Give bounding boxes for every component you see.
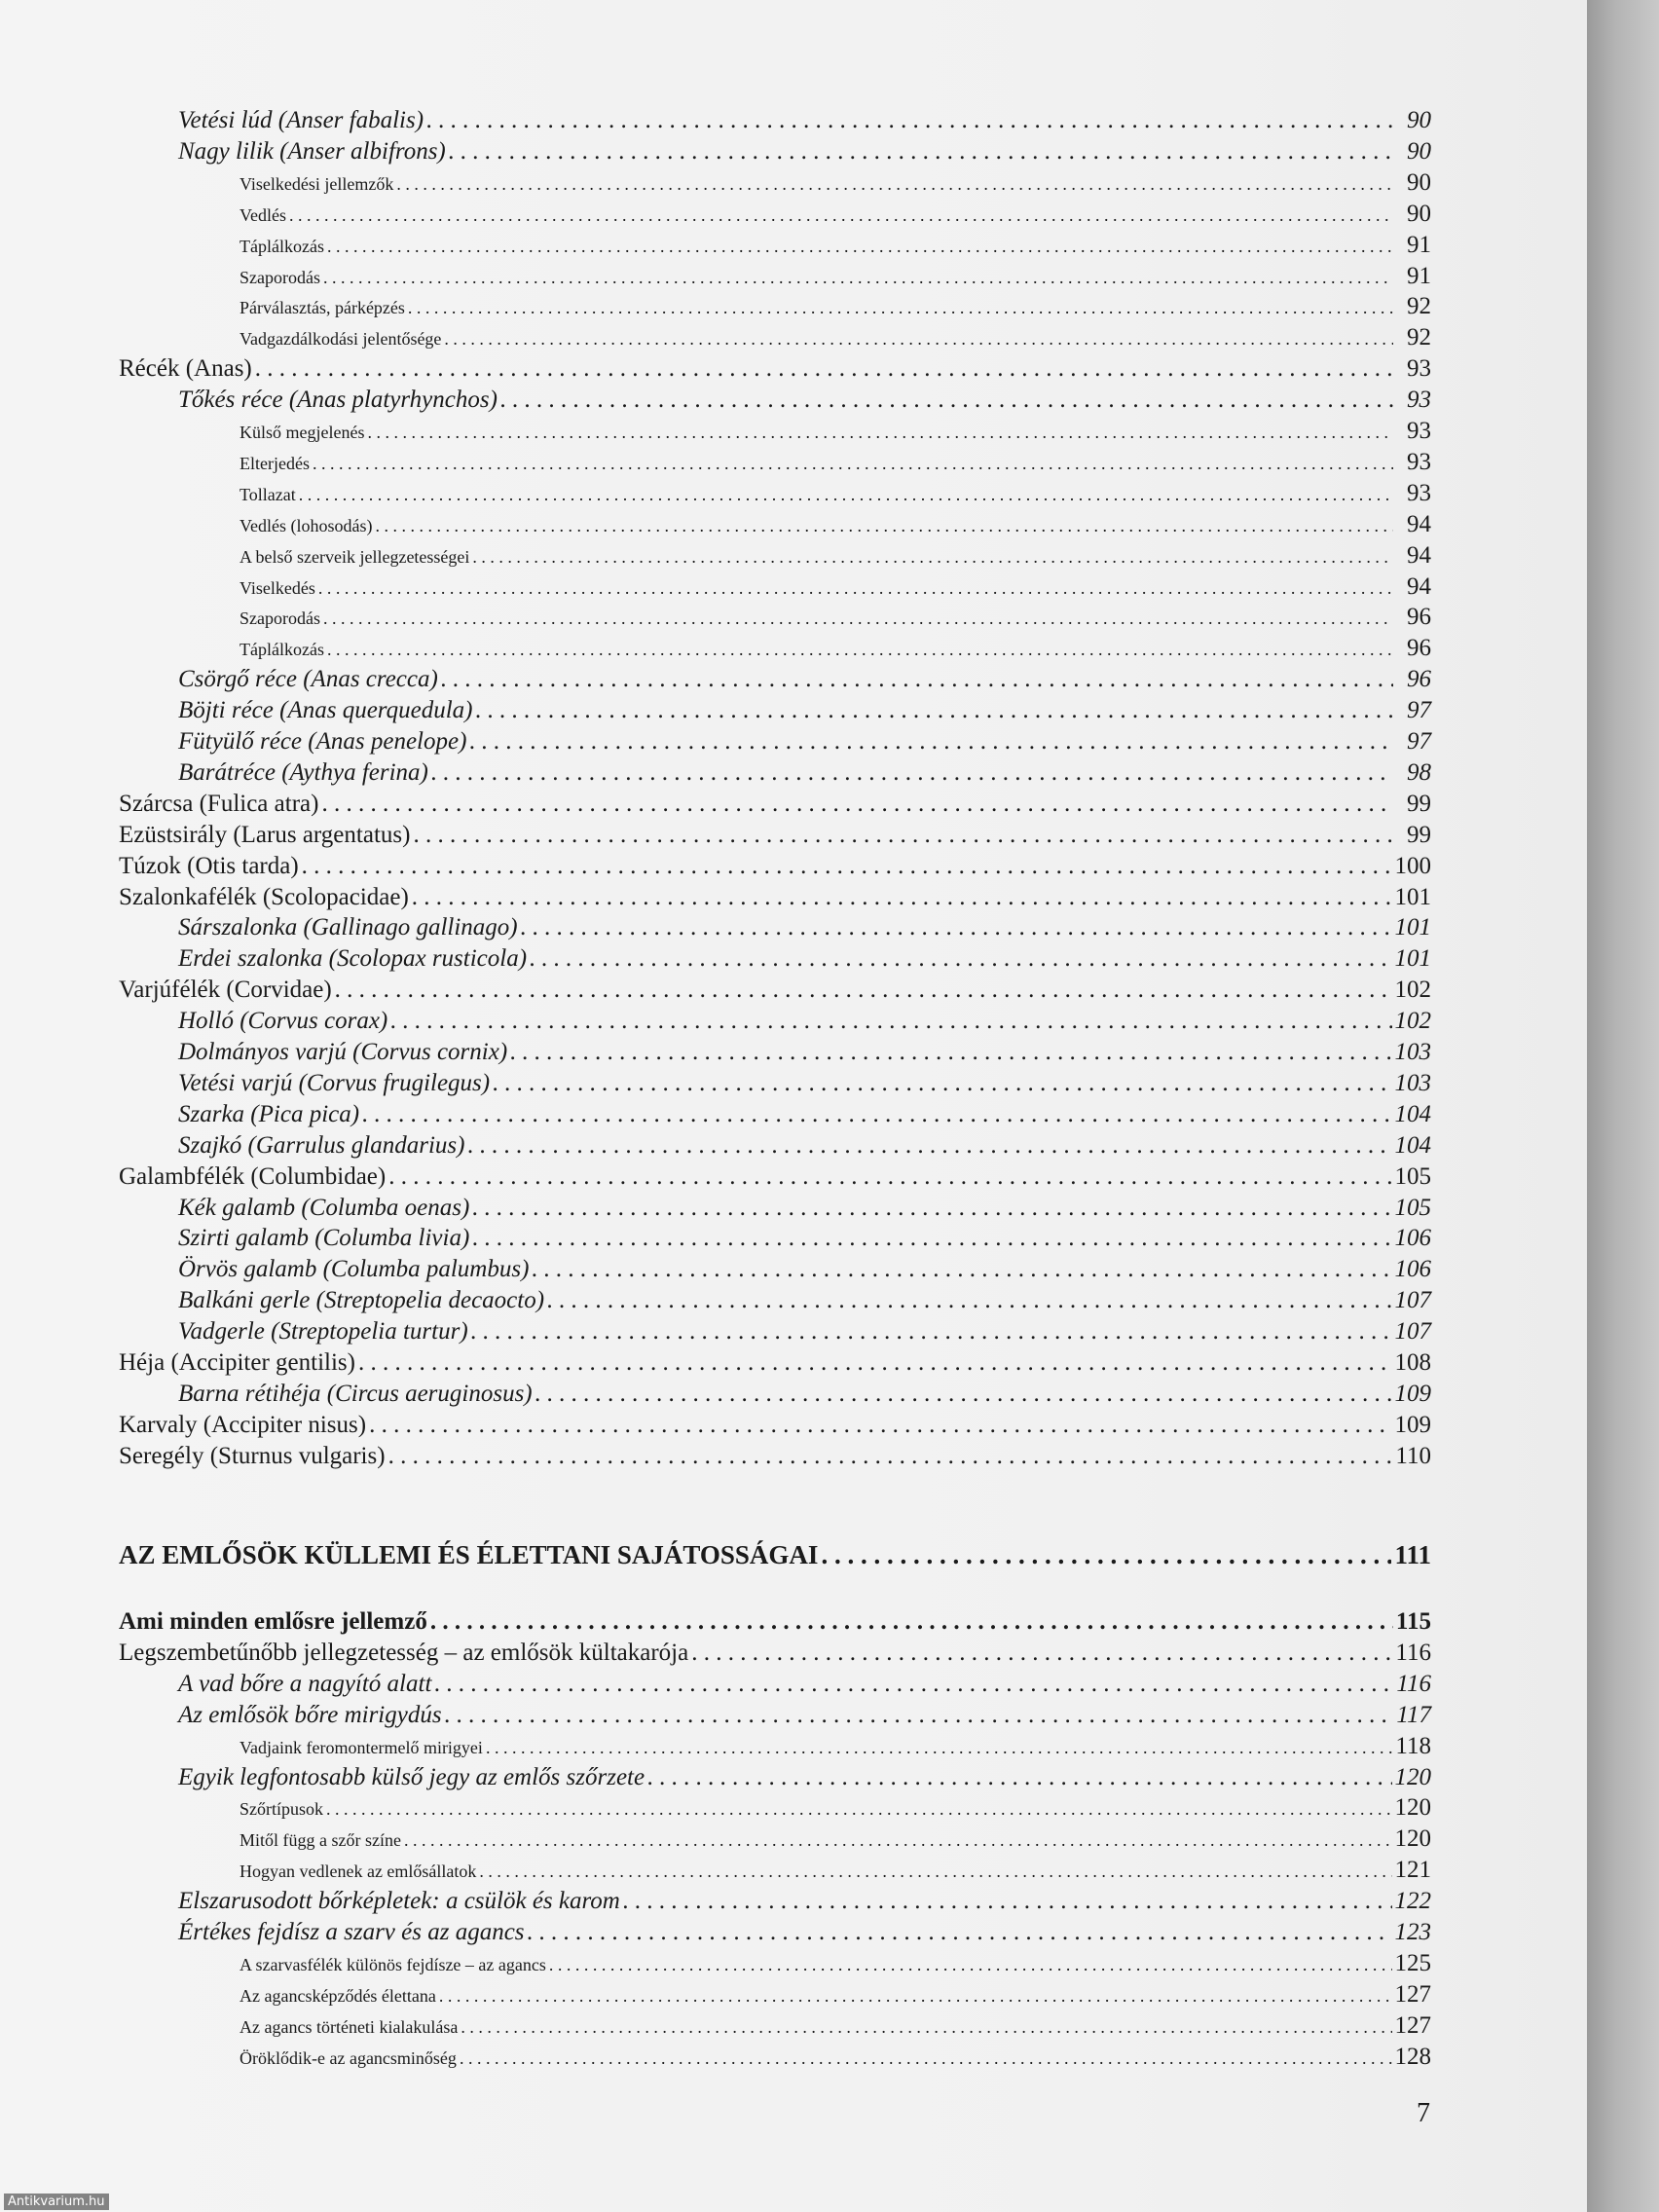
toc-entry-page: 93 bbox=[1407, 449, 1431, 475]
toc-entry bbox=[119, 822, 1431, 849]
toc-entry bbox=[240, 232, 1431, 259]
watermark: Antikvarium.hu bbox=[4, 2194, 109, 2210]
toc-entry bbox=[240, 2044, 1431, 2071]
toc-entry-page: 128 bbox=[1394, 2044, 1431, 2070]
dot-leader bbox=[255, 355, 1393, 383]
toc-entry bbox=[178, 1381, 1431, 1408]
dot-leader bbox=[479, 1862, 1391, 1882]
dot-leader bbox=[449, 138, 1393, 166]
toc-entry-title: Ami minden emlősre jellemző bbox=[119, 1608, 427, 1635]
toc-entry-page: 90 bbox=[1407, 201, 1431, 227]
toc-entry-page: 118 bbox=[1395, 1733, 1431, 1759]
toc-entry-page: 103 bbox=[1394, 1039, 1431, 1065]
dot-leader bbox=[413, 822, 1393, 849]
dot-leader bbox=[647, 1764, 1391, 1791]
toc-entry-title: Sárszalonka (Gallinago gallinago) bbox=[178, 914, 518, 940]
toc-entry-page: 103 bbox=[1394, 1070, 1431, 1096]
toc-entry-title: Vetési varjú (Corvus frugilegus) bbox=[178, 1070, 491, 1096]
toc-entry bbox=[178, 1039, 1431, 1066]
dot-leader bbox=[431, 759, 1393, 787]
toc-entry-title: Külső megjelenés bbox=[240, 423, 365, 442]
toc-entry-page: 90 bbox=[1407, 169, 1431, 196]
toc-entry-page: 99 bbox=[1407, 791, 1431, 817]
toc-entry bbox=[240, 1825, 1431, 1853]
toc-entry-title: Dolmányos varjú (Corvus cornix) bbox=[178, 1039, 508, 1065]
toc-entry-page: 98 bbox=[1407, 759, 1431, 786]
toc-entry-page: 107 bbox=[1394, 1318, 1431, 1345]
toc-entry-title: Öröklődik-e az agancsminőség bbox=[240, 2048, 457, 2068]
toc-entry-page: 94 bbox=[1407, 542, 1431, 569]
dot-leader bbox=[358, 1349, 1392, 1377]
toc-entry bbox=[178, 945, 1431, 973]
toc-entry bbox=[119, 1640, 1431, 1667]
toc-entry-title: Elszarusodott bőrképletek: a csülök és karom bbox=[178, 1888, 620, 1914]
toc-entry-title: A szarvasfélék különös fejdísze – az agancs bbox=[240, 1955, 546, 1974]
dot-leader bbox=[530, 945, 1391, 973]
toc-entry-title: Vedlés bbox=[240, 205, 286, 225]
toc-entry-title: A vad bőre a nagyító alatt bbox=[178, 1671, 432, 1697]
toc-entry-page: 106 bbox=[1394, 1225, 1431, 1251]
toc-entry bbox=[240, 511, 1431, 538]
dot-leader bbox=[510, 1039, 1391, 1066]
dot-leader bbox=[691, 1640, 1392, 1667]
dot-leader bbox=[335, 977, 1392, 1004]
toc-entry-title: Szirti galamb (Columba livia) bbox=[178, 1225, 470, 1251]
toc-entry-page: 127 bbox=[1394, 1981, 1431, 2008]
toc-entry-title: Balkáni gerle (Streptopelia decaocto) bbox=[178, 1287, 545, 1313]
toc-entry bbox=[240, 449, 1431, 476]
toc-entry bbox=[178, 1764, 1431, 1791]
toc-entry bbox=[240, 293, 1431, 320]
dot-leader bbox=[471, 1318, 1392, 1346]
dot-leader bbox=[408, 298, 1393, 318]
toc-entry-title: Kék galamb (Columba oenas) bbox=[178, 1195, 470, 1221]
toc-entry bbox=[240, 573, 1431, 601]
toc-entry bbox=[178, 1702, 1431, 1729]
toc-entry-page: 93 bbox=[1407, 387, 1431, 413]
toc-entry-title: Varjúfélék (Corvidae) bbox=[119, 977, 332, 1003]
dot-leader bbox=[532, 1256, 1391, 1283]
toc-entry bbox=[178, 759, 1431, 787]
toc-entry bbox=[178, 1919, 1431, 1946]
dot-leader bbox=[445, 1702, 1393, 1729]
dot-leader bbox=[469, 728, 1393, 756]
dot-leader bbox=[404, 1830, 1392, 1851]
toc-entry-title: Szaporodás bbox=[240, 608, 320, 628]
toc-entry bbox=[240, 169, 1431, 197]
toc-entry bbox=[178, 1008, 1431, 1035]
toc-entry-title: Mitől függ a szőr színe bbox=[240, 1830, 401, 1850]
toc-entry-page: 120 bbox=[1394, 1794, 1431, 1821]
page-number: 7 bbox=[1417, 2098, 1430, 2128]
toc-entry bbox=[119, 355, 1431, 383]
toc-entry-title: Barna rétihéja (Circus aeruginosus) bbox=[178, 1381, 533, 1407]
dot-leader bbox=[289, 205, 1393, 226]
toc-entry bbox=[240, 480, 1431, 507]
toc-entry-page: 94 bbox=[1407, 511, 1431, 537]
toc-entry-page: 91 bbox=[1407, 232, 1431, 258]
toc-entry bbox=[178, 914, 1431, 941]
toc-entry-page: 96 bbox=[1407, 635, 1431, 661]
toc-entry-page: 93 bbox=[1407, 418, 1431, 444]
toc-entry-title: Vadgazdálkodási jelentősége bbox=[240, 329, 442, 349]
toc-entry-page: 101 bbox=[1394, 884, 1431, 910]
toc-entry-title: Viselkedési jellemzők bbox=[240, 174, 394, 194]
toc-entry-page: 109 bbox=[1394, 1412, 1431, 1438]
toc-entry-title: Szajkó (Garrulus glandarius) bbox=[178, 1132, 465, 1159]
dot-leader bbox=[412, 884, 1392, 911]
toc-entry-page: 92 bbox=[1407, 324, 1431, 350]
toc-entry-title: Barátréce (Aythya ferina) bbox=[178, 759, 428, 786]
page-edge-shadow bbox=[1587, 0, 1659, 2212]
toc-entry-page: 122 bbox=[1394, 1888, 1431, 1914]
toc-entry-title: Szalonkafélék (Scolopacidae) bbox=[119, 884, 409, 910]
toc-entry-title: Túzok (Otis tarda) bbox=[119, 853, 299, 879]
toc-entry bbox=[178, 728, 1431, 756]
dot-leader bbox=[434, 1671, 1393, 1698]
toc-entry-page: 117 bbox=[1396, 1702, 1431, 1728]
toc-entry-title: Tőkés réce (Anas platyrhynchos) bbox=[178, 387, 498, 413]
dot-leader bbox=[441, 666, 1393, 693]
dot-leader bbox=[444, 329, 1393, 350]
toc-entry-page: 110 bbox=[1395, 1443, 1431, 1469]
toc-entry-title: Böjti réce (Anas querquedula) bbox=[178, 697, 473, 723]
toc-entry-page: 125 bbox=[1394, 1950, 1431, 1976]
dot-leader bbox=[302, 853, 1392, 880]
toc-entry-title: Tollazat bbox=[240, 485, 296, 504]
toc-entry-title: Legszembetűnőbb jellegzetesség – az emlősök kültakarója bbox=[119, 1640, 689, 1666]
toc-entry-page: 97 bbox=[1407, 697, 1431, 723]
dot-leader bbox=[369, 1412, 1391, 1439]
toc-entry-title: Holló (Corvus corax) bbox=[178, 1008, 388, 1034]
dot-leader bbox=[323, 268, 1393, 288]
dot-leader bbox=[623, 1888, 1392, 1915]
dot-leader bbox=[439, 1986, 1392, 2007]
toc-entry bbox=[240, 542, 1431, 570]
dot-leader bbox=[472, 547, 1393, 568]
toc-entry-title: Erdei szalonka (Scolopax rusticola) bbox=[178, 945, 528, 972]
toc-entry-page: 120 bbox=[1394, 1764, 1431, 1790]
toc-entry bbox=[240, 635, 1431, 662]
dot-leader bbox=[547, 1287, 1391, 1314]
dot-leader bbox=[318, 578, 1393, 599]
toc-entry-page: 101 bbox=[1394, 945, 1431, 972]
toc-entry bbox=[119, 977, 1431, 1004]
toc-entry-page: 127 bbox=[1394, 2012, 1431, 2039]
toc-entry-page: 104 bbox=[1394, 1101, 1431, 1127]
toc-entry-page: 120 bbox=[1394, 1825, 1431, 1852]
toc-entry bbox=[119, 791, 1431, 818]
toc-entry-page: 96 bbox=[1407, 604, 1431, 630]
toc-entry-page: 107 bbox=[1394, 1287, 1431, 1313]
toc-entry bbox=[119, 853, 1431, 880]
toc-entry-title: Szarka (Pica pica) bbox=[178, 1101, 360, 1127]
dot-leader bbox=[327, 237, 1393, 257]
toc-entry-title: Az emlősök bőre mirigydús bbox=[178, 1702, 442, 1728]
toc-entry-title: A belső szerveik jellegzetességei bbox=[240, 547, 470, 567]
toc-entry-page: 116 bbox=[1396, 1671, 1431, 1697]
toc-entry-title: Szárcsa (Fulica atra) bbox=[119, 791, 319, 817]
toc-entry bbox=[240, 1794, 1431, 1822]
dot-leader bbox=[390, 1008, 1391, 1035]
dot-leader bbox=[460, 2048, 1392, 2069]
toc-entry bbox=[119, 1412, 1431, 1439]
dot-leader bbox=[472, 1195, 1391, 1222]
toc-entry-page: 109 bbox=[1394, 1381, 1431, 1407]
dot-leader bbox=[299, 485, 1393, 505]
toc-entry-title: Galambfélék (Columbidae) bbox=[119, 1163, 387, 1190]
toc-entry-page: 101 bbox=[1394, 914, 1431, 940]
toc-entry-title: Héja (Accipiter gentilis) bbox=[119, 1349, 355, 1376]
toc-entry-title: Párválasztás, párképzés bbox=[240, 298, 405, 317]
toc-entry bbox=[178, 1225, 1431, 1252]
toc-entry-page: 90 bbox=[1407, 138, 1431, 165]
dot-leader bbox=[426, 107, 1393, 134]
dot-leader bbox=[493, 1070, 1391, 1097]
toc-entry bbox=[119, 1163, 1431, 1191]
toc-entry-title: Értékes fejdísz a szarv és az agancs bbox=[178, 1919, 525, 1945]
toc-entry-page: 99 bbox=[1407, 822, 1431, 848]
toc-entry bbox=[240, 201, 1431, 228]
toc-entry-title: Fütyülő réce (Anas penelope) bbox=[178, 728, 467, 755]
dot-leader bbox=[549, 1955, 1392, 1975]
toc-entry-title: Karvaly (Accipiter nisus) bbox=[119, 1412, 367, 1438]
toc-entry-title: Az agancs történeti kialakulása bbox=[240, 2017, 459, 2037]
toc-entry-title: Vedlés (lohosodás) bbox=[240, 516, 373, 535]
dot-leader bbox=[535, 1381, 1392, 1408]
toc-entry bbox=[119, 884, 1431, 911]
dot-leader bbox=[321, 791, 1393, 818]
toc-entry-page: 106 bbox=[1394, 1256, 1431, 1282]
toc-entry-title: Szőrtípusok bbox=[240, 1799, 324, 1819]
dot-leader bbox=[375, 516, 1393, 536]
toc-entry-page: 111 bbox=[1394, 1540, 1431, 1569]
dot-leader bbox=[472, 1225, 1391, 1252]
dot-leader bbox=[500, 387, 1393, 414]
dot-leader bbox=[367, 423, 1393, 443]
toc-entry bbox=[240, 1950, 1431, 1977]
toc-entry bbox=[240, 324, 1431, 351]
toc-entry bbox=[178, 107, 1431, 134]
toc-entry-page: 115 bbox=[1395, 1608, 1431, 1635]
toc-entry-title: Ezüstsirály (Larus argentatus) bbox=[119, 822, 411, 848]
toc-entry-page: 104 bbox=[1394, 1132, 1431, 1159]
toc-entry bbox=[240, 1857, 1431, 1884]
dot-leader bbox=[486, 1738, 1392, 1758]
toc-entry bbox=[178, 666, 1431, 693]
toc-entry-title: Vadgerle (Streptopelia turtur) bbox=[178, 1318, 468, 1345]
toc-entry bbox=[240, 604, 1431, 631]
toc-entry-page: 92 bbox=[1407, 293, 1431, 319]
toc-entry-page: 105 bbox=[1394, 1163, 1431, 1190]
toc-entry bbox=[240, 1981, 1431, 2009]
toc-entry-title: Récék (Anas) bbox=[119, 355, 252, 382]
toc-entry-page: 93 bbox=[1407, 480, 1431, 506]
toc-entry-title: Csörgő réce (Anas crecca) bbox=[178, 666, 438, 692]
dot-leader bbox=[313, 454, 1393, 474]
toc-entry-title: Elterjedés bbox=[240, 454, 310, 473]
toc-entry-page: 90 bbox=[1407, 107, 1431, 133]
toc-entry bbox=[119, 1608, 1431, 1636]
toc-entry-page: 97 bbox=[1407, 728, 1431, 755]
toc-entry-page: 102 bbox=[1394, 977, 1431, 1003]
toc-entry-title: Nagy lilik (Anser albifrons) bbox=[178, 138, 446, 165]
toc-entry-title: Az agancsképződés élettana bbox=[240, 1986, 436, 2006]
toc-entry bbox=[178, 1287, 1431, 1314]
toc-entry bbox=[178, 138, 1431, 166]
dot-leader bbox=[388, 1443, 1393, 1470]
dot-leader bbox=[396, 174, 1393, 195]
toc-entry-page: 116 bbox=[1395, 1640, 1431, 1666]
dot-leader bbox=[362, 1101, 1391, 1128]
toc-entry bbox=[178, 1195, 1431, 1222]
dot-leader bbox=[528, 1919, 1392, 1946]
toc-entry-page: 100 bbox=[1394, 853, 1431, 879]
toc-entry bbox=[240, 1733, 1431, 1760]
toc-entry bbox=[178, 1132, 1431, 1160]
toc-entry-page: 96 bbox=[1407, 666, 1431, 692]
toc-entry bbox=[178, 1318, 1431, 1346]
toc-entry bbox=[240, 263, 1431, 290]
toc-entry-title: Viselkedés bbox=[240, 578, 315, 598]
toc-entry-page: 121 bbox=[1394, 1857, 1431, 1883]
toc-entry bbox=[178, 1671, 1431, 1698]
toc-entry-title: Vadjaink feromontermelő mirigyei bbox=[240, 1738, 483, 1757]
dot-leader bbox=[327, 640, 1393, 660]
toc-entry-title: Vetési lúd (Anser fabalis) bbox=[178, 107, 424, 133]
dot-leader bbox=[430, 1608, 1393, 1636]
toc-entry bbox=[119, 1349, 1431, 1377]
toc-entry-title: Táplálkozás bbox=[240, 640, 324, 659]
dot-leader bbox=[326, 1799, 1391, 1820]
toc-entry bbox=[178, 1256, 1431, 1283]
toc-entry-page: 93 bbox=[1407, 355, 1431, 382]
toc-entry-page: 102 bbox=[1394, 1008, 1431, 1034]
toc-entry bbox=[178, 1888, 1431, 1915]
dot-leader bbox=[467, 1132, 1391, 1160]
toc-entry bbox=[119, 1540, 1431, 1570]
toc-entry bbox=[178, 387, 1431, 414]
toc-entry-page: 105 bbox=[1394, 1195, 1431, 1221]
toc-entry-page: 108 bbox=[1394, 1349, 1431, 1376]
toc-entry-title: Szaporodás bbox=[240, 268, 320, 287]
toc-entry bbox=[178, 697, 1431, 724]
dot-leader bbox=[461, 2017, 1391, 2038]
toc-entry-title: Hogyan vedlenek az emlősállatok bbox=[240, 1862, 477, 1881]
toc-entry-page: 123 bbox=[1394, 1919, 1431, 1945]
toc-entry bbox=[178, 1070, 1431, 1097]
toc-entry-title: AZ EMLŐSÖK KÜLLEMI ÉS ÉLETTANI SAJÁTOSSÁGAI bbox=[119, 1540, 819, 1569]
toc-entry-page: 91 bbox=[1407, 263, 1431, 289]
toc-entry bbox=[178, 1101, 1431, 1128]
toc-entry bbox=[240, 2012, 1431, 2040]
toc-entry-page: 94 bbox=[1407, 573, 1431, 600]
dot-leader bbox=[388, 1163, 1391, 1191]
dot-leader bbox=[475, 697, 1393, 724]
toc-entry bbox=[240, 418, 1431, 445]
toc-entry-title: Örvös galamb (Columba palumbus) bbox=[178, 1256, 530, 1282]
dot-leader bbox=[521, 914, 1392, 941]
toc-entry-title: Egyik legfontosabb külső jegy az emlős szőrzete bbox=[178, 1764, 645, 1790]
toc-entry-title: Seregély (Sturnus vulgaris) bbox=[119, 1443, 386, 1469]
dot-leader bbox=[323, 608, 1393, 629]
dot-leader bbox=[821, 1540, 1391, 1570]
toc-entry bbox=[119, 1443, 1431, 1470]
toc-entry-title: Táplálkozás bbox=[240, 237, 324, 256]
